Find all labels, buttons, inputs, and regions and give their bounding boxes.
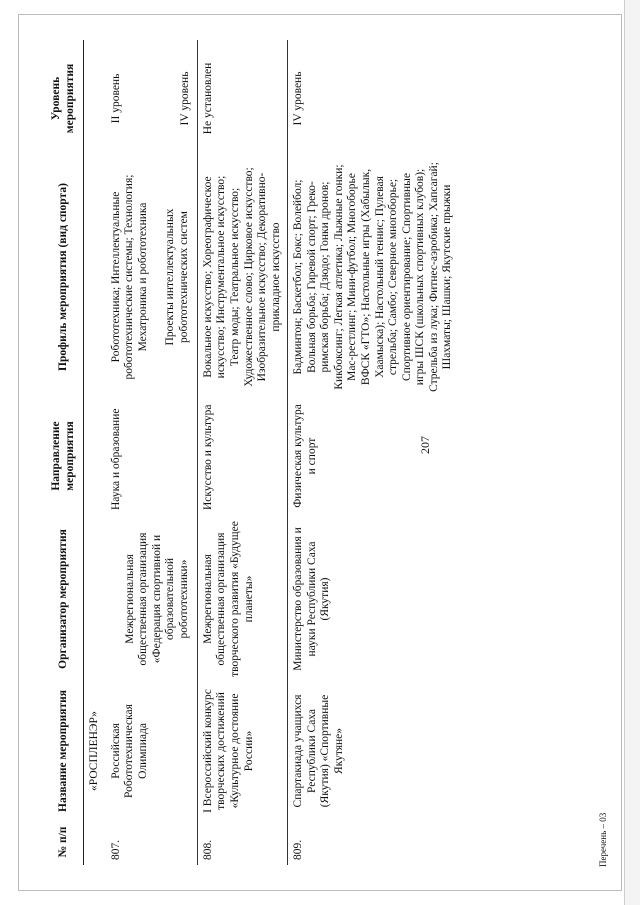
table-row [288, 40, 459, 865]
cell-direction: Искусство и культура [201, 404, 214, 510]
header-organizer: Организатор мероприятия [56, 529, 69, 669]
cell-level: IV уровень [292, 71, 305, 126]
cell-name: Спартакиада учащихся Республики Саха (Якутия) «Спортивные Якутяне» [292, 694, 345, 808]
cell-name: I Всероссийский конкурс творческих достижений «Культурное достояние России» [201, 689, 255, 813]
cell-num: 808. [201, 839, 214, 860]
cell-level [84, 40, 106, 157]
header-profile: Профиль мероприятия (вид спорта) [56, 183, 69, 371]
cell-num [84, 819, 106, 865]
cell-profile [106, 157, 198, 397]
header-direction: Направление мероприятия [50, 421, 76, 491]
profile-part-b: Проекты интеллектуальных робототехнических систем [164, 208, 190, 346]
table-row [84, 40, 106, 865]
header-num: № п/п [56, 826, 69, 858]
cell-direction: Физическая культура и спорт [292, 404, 318, 508]
cell-direction [84, 397, 106, 515]
level-part-a: II уровень [109, 73, 122, 124]
events-table [44, 40, 459, 865]
cell-num: 807. [109, 839, 122, 860]
cell-profile [84, 157, 106, 397]
page-number: 207 [418, 436, 432, 454]
cell-level [106, 40, 198, 157]
cell-organizer: Межрегиональная общественная организация «Федерация спортивной и образовательной робототехники» [123, 532, 190, 666]
profile-part-a: Робототехника; Интеллектуальные робототехнические системы; Технология; Мехатроника и робототехника [109, 174, 149, 380]
cell-level: Не установлен [201, 62, 214, 135]
cell-direction: Наука и образование [109, 408, 122, 510]
level-part-b: IV уровень [179, 71, 192, 126]
cell-profile: Бадминтон; Баскетбол; Бокс; Волейбол; Вольная борьба; Гиревой спорт; Греко-римская борьба; Дзюдо; Гонки дронов; Кикбоксинг; Легкая атлетика; Лыжные гонки; Мас-рестлинг; Мини-футбол; Многоборье ВФСК «ГТО»; Настольные игры (Хабылык, Хаамыска); Настольный теннис; Пулевая стрельба; Самбо; Северное многоборье; Спортивное ориентирование; Спортивные игры ШСК (школьных спортивных клубов); Стрельба из лука; Фитнес-аэробика; Хапсагай; Шахматы; Шашки; Якутские прыжки [292, 162, 454, 392]
header-name: Название мероприятия [56, 690, 69, 812]
cell-organizer [84, 515, 106, 683]
page-footer: Перечень – 03 [598, 812, 608, 867]
cell-name: «РОСПЛЕНЭР» [88, 711, 101, 791]
header-level: Уровень мероприятия [50, 63, 76, 134]
table-row [106, 40, 198, 865]
cell-name: Российская Робототехническая Олимпиада [109, 704, 149, 798]
cell-organizer: Межрегиональная общественная организация творческого развития «Будущее планеты» [201, 521, 255, 677]
cell-num: 809. [292, 839, 305, 860]
table-row [197, 40, 287, 865]
cell-profile: Вокальное искусство; Хореографическое искусство; Инструментальное искусство; Театр моды; Театральное искусство; Художественное слово; Цирковое искусство; Изобразительное искусство; Декоративно-прикладное искусство [201, 167, 282, 387]
cell-organizer: Министерство образования и науки Республики Саха (Якутия) [292, 527, 332, 671]
table-header-row [44, 40, 84, 865]
